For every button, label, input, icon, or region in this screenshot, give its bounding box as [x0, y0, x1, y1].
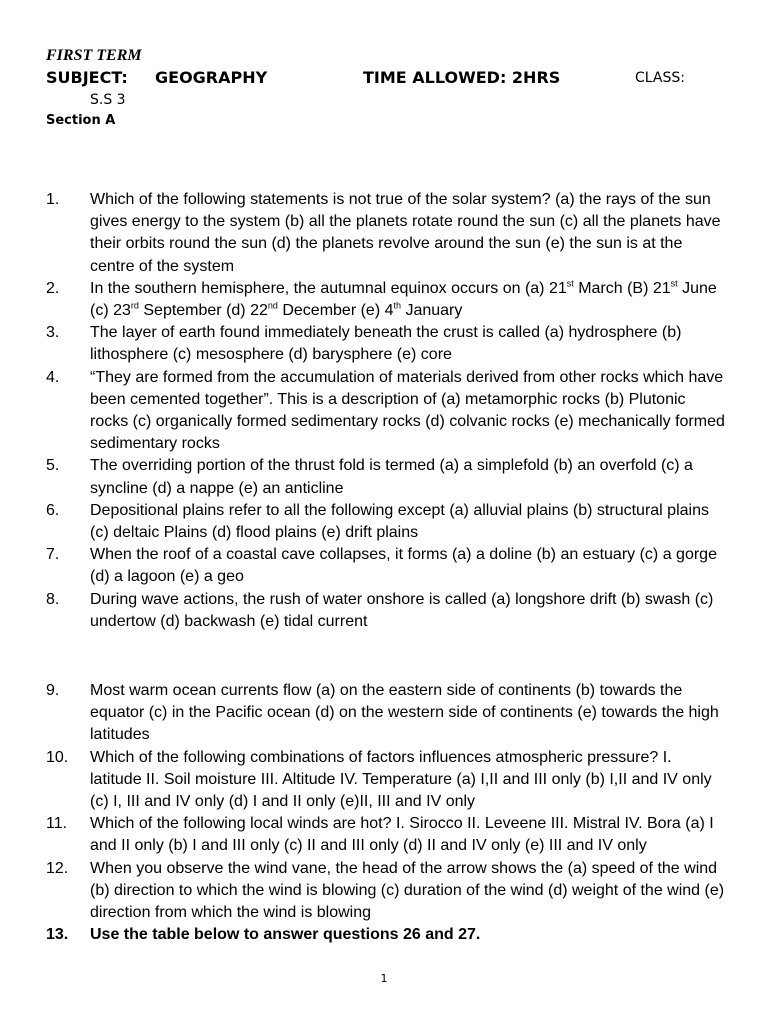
time-allowed: TIME ALLOWED: 2HRS: [363, 68, 561, 87]
question-text: “They are formed from the accumulation of materials derived from other rocks which have been cemented together”. This is a description of (a) metamorphic rocks (b) Plutonic rocks (c) organically formed sedimentary rocks (d) colvanic rocks (e) mechanically formed sedimentary rocks: [90, 368, 725, 453]
question-number: 7.: [46, 546, 60, 564]
question-number: 4.: [46, 368, 60, 386]
question-text: The overriding portion of the thrust fold is termed (a) a simplefold (b) an overfold (c) a syncline (d) a nappe (e) an anticline: [90, 457, 693, 497]
question-text-segment: March (B) 21: [573, 279, 671, 297]
ordinal-suffix: st: [670, 278, 678, 289]
question-text: Most warm ocean currents flow (a) on the eastern side of continents (b) towards the equator (c) in the Pacific ocean (d) on the western side of continents (e) towards the high latitudes: [90, 682, 719, 744]
question-item: [46, 189, 726, 278]
question-number: 13.: [46, 926, 69, 944]
section-heading: Section A: [46, 113, 116, 128]
question-text-segment: September (d) 22: [138, 302, 268, 320]
question-number: 2.: [46, 279, 60, 297]
question-item: [46, 813, 726, 857]
subject-value: GEOGRAPHY: [155, 68, 268, 87]
question-number: 5.: [46, 457, 60, 475]
question-text: When you observe the wind vane, the head of the arrow shows the (a) speed of the wind (b) direction to which the wind is blowing (c) duration of the wind (d) weight of the wind (e) direction from which the wind is blowing: [90, 859, 725, 922]
question-number: 12.: [46, 859, 69, 877]
question-item: [46, 858, 726, 925]
question-item: [46, 747, 726, 814]
question-text-segment: January: [401, 302, 463, 320]
question-text: Which of the following statements is not true of the solar system? (a) the rays of the sun gives energy to the system (b) all the planets rotate round the sun (c) all the planets have their orbits round the sun (d) the planets revolve around the sun (e) the sun is at the centre of the system: [90, 191, 721, 275]
question-text: The layer of earth found immediately beneath the crust is called (a) hydrosphere (b) lithosphere (c) mesosphere (d) barysphere (e) core: [90, 324, 682, 364]
question-text: Depositional plains refer to all the following except (a) alluvial plains (b) structural plains (c) deltaic Plains (d) flood plains (e) drift plains: [90, 501, 709, 542]
question-gap: [46, 633, 726, 680]
question-text-segment: June (c) 23: [90, 279, 717, 320]
question-item: [46, 278, 726, 322]
question-text-segment: In the southern hemisphere, the autumnal equinox occurs on (a) 21: [90, 279, 567, 297]
ordinal-suffix: rd: [130, 300, 139, 311]
question-number: 6.: [46, 501, 60, 519]
question-number: 10.: [46, 748, 69, 766]
page-number: 1: [380, 972, 388, 985]
question-item: [46, 924, 726, 946]
question-item: [46, 589, 726, 633]
question-item: [46, 680, 726, 747]
ordinal-suffix: th: [393, 300, 401, 311]
question-item: [46, 500, 726, 544]
ordinal-suffix: st: [566, 278, 574, 289]
question-item: [46, 367, 726, 456]
question-number: 11.: [46, 815, 68, 833]
subject-label: SUBJECT:: [46, 68, 128, 87]
question-number: 9.: [46, 682, 60, 700]
question-list: [46, 189, 726, 947]
exam-term: FIRST TERM: [46, 47, 142, 64]
question-number: 1.: [46, 191, 60, 208]
question-text: Use the table below to answer questions 26 and 27.: [90, 926, 481, 944]
question-item: [46, 322, 726, 366]
question-text: Which of the following combinations of factors influences atmospheric pressure? I. latitude II. Soil moisture III. Altitude IV. Temperature (a) I,II and III only (b) I,II and IV only (c) I, III and IV only (d) I and II only (e)II, III and IV only: [90, 748, 712, 811]
class-value: S.S 3: [90, 92, 126, 108]
question-number: 8.: [46, 590, 60, 608]
question-text-segment: December (e) 4: [277, 302, 394, 320]
question-item: [46, 544, 726, 588]
class-label: CLASS:: [635, 70, 685, 86]
question-text: Which of the following local winds are hot? I. Sirocco II. Leveene III. Mistral IV. Bora (a) I and II only (b) I and III only (c) II and III only (d) II and IV only (e) III and IV only: [90, 815, 714, 855]
question-text: [90, 280, 717, 319]
question-text: During wave actions, the rush of water onshore is called (a) longshore drift (b) swash (c) undertow (d) backwash (e) tidal current: [90, 590, 714, 630]
question-text: When the roof of a coastal cave collapses, it forms (a) a doline (b) an estuary (c) a gorge (d) a lagoon (e) a geo: [90, 546, 717, 586]
question-item: [46, 455, 726, 499]
question-number: 3.: [46, 324, 60, 342]
ordinal-suffix: nd: [267, 300, 278, 311]
